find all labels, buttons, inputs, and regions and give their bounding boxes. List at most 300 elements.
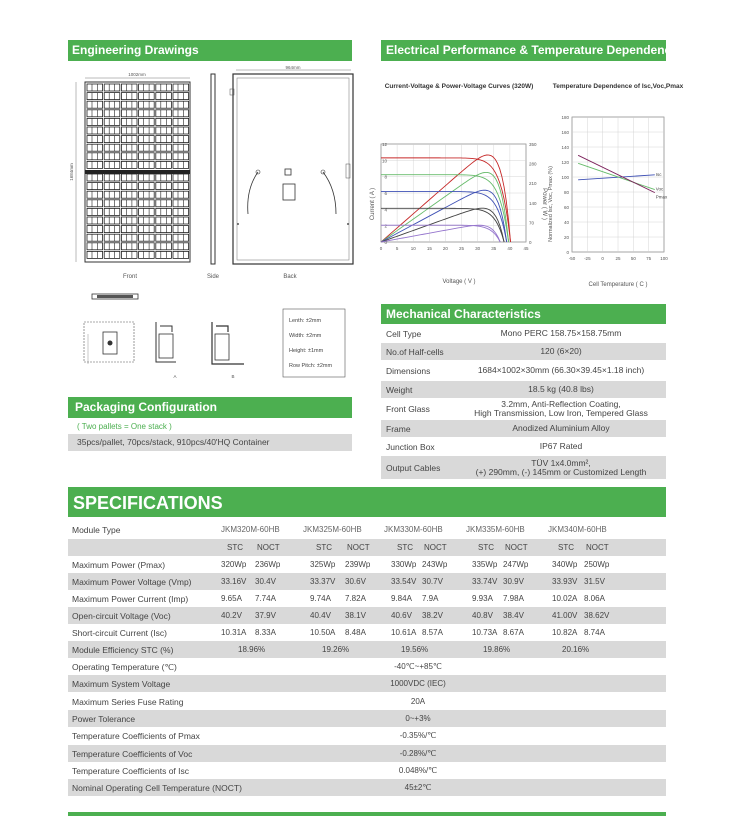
stc-header: STC — [558, 543, 574, 552]
solar-cell — [173, 144, 189, 151]
noct-header: NOCT — [424, 543, 447, 552]
efficiency-value: 19.86% — [483, 645, 511, 654]
solar-cell — [156, 110, 172, 117]
solar-cell — [173, 208, 189, 215]
spec-row — [68, 658, 666, 675]
mech-value-line: 120 (6×20) — [540, 346, 582, 356]
solar-cell — [139, 243, 155, 250]
solar-cell — [121, 191, 137, 198]
mech-value — [461, 325, 661, 342]
iv-y-tick: 0 — [384, 240, 387, 245]
efficiency-value: 18.96% — [238, 645, 266, 654]
spec-label: Short-circuit Current (Isc) — [72, 628, 167, 638]
stc-value: 340Wp — [552, 560, 578, 569]
spec-row — [68, 641, 666, 658]
model-name: JKM330M-60HB — [384, 525, 443, 534]
solar-cell — [121, 101, 137, 108]
noct-value: 8.67A — [503, 628, 524, 637]
spec-value: 1000VDC (IEC) — [390, 679, 446, 689]
spec-row — [68, 675, 666, 692]
stc-value: 320Wp — [221, 560, 247, 569]
iv-y-tick: 10 — [381, 158, 387, 164]
solar-cell — [139, 174, 155, 181]
temp-x-axis-label: Cell Temperature ( C ) — [588, 282, 648, 288]
iv-y2-tick: 280 — [529, 161, 537, 167]
noct-value: 8.06A — [584, 594, 605, 603]
temp-x-tick: 50 — [630, 256, 636, 261]
solar-cell — [139, 208, 155, 215]
solar-cell — [104, 127, 120, 134]
solar-cell — [87, 101, 103, 108]
stc-value: 40.6V — [391, 611, 412, 620]
engineering-title: Engineering Drawings — [68, 40, 352, 61]
solar-cell — [87, 217, 103, 224]
iv-x-tick: 5 — [395, 246, 399, 251]
mech-value — [461, 381, 661, 398]
section-b-label: B — [231, 374, 235, 379]
solar-cell — [156, 127, 172, 134]
iv-chart-title: Current-Voltage & Power-Voltage Curves (320W) — [384, 83, 534, 90]
mech-value — [461, 438, 661, 455]
solar-cell — [87, 118, 103, 125]
solar-cell — [139, 101, 155, 108]
temp-x-tick: 75 — [646, 256, 652, 261]
solar-cell — [156, 208, 172, 215]
dim-width-label: 1002mm — [128, 72, 146, 77]
solar-cell — [87, 136, 103, 143]
noct-value: 30.4V — [255, 577, 276, 586]
mech-row — [381, 438, 666, 455]
solar-cell — [121, 251, 137, 258]
mech-label: Frame — [386, 423, 411, 434]
noct-value: 236Wp — [255, 560, 281, 569]
temp-x-tick: 0 — [601, 256, 604, 261]
noct-value: 38.62V — [584, 611, 610, 620]
solar-cell — [156, 153, 172, 160]
solar-cell — [173, 191, 189, 198]
spec-label: Maximum Series Fuse Rating — [72, 696, 184, 707]
mechanical-table — [381, 325, 666, 477]
noct-value: 243Wp — [422, 560, 448, 569]
iv-x-axis-label: Voltage ( V ) — [442, 279, 476, 285]
mech-value-line: High Transmission, Low Iron, Tempered Glass — [474, 408, 648, 418]
solar-cell — [104, 118, 120, 125]
mech-label: Cell Type — [386, 328, 422, 339]
cross-section-a — [84, 322, 177, 379]
solar-cell — [121, 153, 137, 160]
stc-value: 335Wp — [472, 560, 498, 569]
solar-cell — [87, 144, 103, 151]
solar-cell — [121, 84, 137, 91]
side-label: Side — [206, 274, 220, 280]
mech-value-line: 18.5 kg (40.8 lbs) — [528, 384, 594, 394]
iv-y2-tick: 140 — [529, 200, 537, 206]
temp-legend-pmax: Pmax — [655, 194, 668, 200]
back-view — [230, 65, 353, 280]
iv-y-axis-label: Current ( A ) — [370, 187, 376, 221]
spec-row — [68, 556, 666, 573]
spec-value: 0~+3% — [405, 713, 431, 723]
temp-y-tick: 160 — [561, 130, 569, 135]
solar-cell — [139, 84, 155, 91]
iv-y2-axis-label: Power ( W ) — [541, 188, 547, 220]
mech-value-line: Anodized Aluminium Alloy — [512, 423, 610, 433]
iv-x-tick: 30 — [475, 246, 481, 251]
efficiency-value: 20.16% — [562, 645, 590, 654]
solar-cell — [87, 93, 103, 100]
temp-y-tick: 0 — [566, 250, 569, 255]
iv-y-tick: 4 — [384, 207, 387, 213]
solar-cell — [139, 251, 155, 258]
side-view — [207, 74, 220, 280]
solar-cell — [156, 191, 172, 198]
spec-label: Maximum System Voltage — [72, 679, 171, 690]
iv-y-tick: 8 — [384, 174, 387, 180]
noct-value: 38.1V — [345, 611, 366, 620]
solar-cell — [121, 110, 137, 117]
stc-header: STC — [397, 543, 413, 552]
iv-x-tick: 40 — [507, 246, 513, 251]
spec-label: Maximum Power Current (Imp) — [72, 594, 189, 604]
solar-cell — [121, 127, 137, 134]
stc-value: 10.73A — [472, 628, 498, 637]
solar-cell — [156, 226, 172, 233]
solar-cell — [173, 161, 189, 168]
solar-cell — [156, 251, 172, 258]
solar-cell — [139, 234, 155, 241]
mech-row — [381, 399, 666, 419]
mech-row — [381, 420, 666, 437]
solar-cell — [121, 234, 137, 241]
noct-value: 7.74A — [255, 594, 276, 603]
solar-cell — [156, 243, 172, 250]
mech-value — [461, 343, 661, 360]
dim-back-width-label: 964mm — [285, 65, 301, 70]
spec-row — [68, 762, 666, 779]
electrical-title: Electrical Performance & Temperature Dependence — [381, 40, 666, 61]
mech-value — [461, 399, 661, 419]
temp-y-axis-label: Normalized Isc, Voc, Pmax (%) — [548, 166, 554, 242]
noct-header: NOCT — [257, 543, 280, 552]
solar-cell — [173, 118, 189, 125]
solar-cell — [173, 200, 189, 207]
solar-cell — [87, 153, 103, 160]
stc-value: 9.74A — [310, 594, 331, 603]
front-view — [69, 72, 190, 280]
spec-value: 45±2℃ — [404, 783, 432, 793]
spec-label: Maximum Power Voltage (Vmp) — [72, 577, 192, 587]
mech-value-line: IP67 Rated — [539, 441, 583, 451]
solar-cell — [87, 127, 103, 134]
solar-cell — [121, 208, 137, 215]
spec-label: Nominal Operating Cell Temperature (NOCT) — [72, 783, 242, 794]
solar-cell — [87, 174, 103, 181]
solar-cell — [173, 110, 189, 117]
iv-y2-tick: 210 — [529, 181, 537, 187]
spec-label: Temperature Coefficients of Pmax — [72, 731, 200, 742]
stc-value: 10.31A — [221, 628, 247, 637]
iv-y-tick: 12 — [381, 142, 387, 147]
iv-y2-tick: 0 — [529, 240, 532, 245]
noct-value: 239Wp — [345, 560, 371, 569]
stc-value: 33.54V — [391, 577, 417, 586]
mech-row — [381, 456, 666, 479]
mech-label: Dimensions — [386, 365, 431, 376]
solar-cell — [104, 200, 120, 207]
solar-cell — [173, 174, 189, 181]
spec-value: 20A — [410, 696, 426, 706]
stc-value: 330Wp — [391, 560, 417, 569]
solar-cell — [139, 136, 155, 143]
spec-label: Module Efficiency STC (%) — [72, 645, 174, 655]
temp-x-tick: -25 — [584, 256, 591, 261]
spec-value: 0.048%/℃ — [398, 765, 438, 775]
solar-cell — [121, 174, 137, 181]
solar-cell — [139, 144, 155, 151]
solar-cell — [173, 84, 189, 91]
iv-x-tick: 25 — [459, 246, 465, 251]
solar-cell — [87, 110, 103, 117]
noct-value: 8.33A — [255, 628, 276, 637]
temp-x-tick: 25 — [615, 256, 621, 261]
noct-header: NOCT — [505, 543, 528, 552]
solar-cell — [139, 110, 155, 117]
stc-value: 33.93V — [552, 577, 578, 586]
mech-row — [381, 361, 666, 380]
temp-x-tick: 100 — [660, 256, 668, 261]
solar-cell — [121, 200, 137, 207]
solar-cell — [156, 161, 172, 168]
stc-value: 9.93A — [472, 594, 493, 603]
solar-cell — [173, 183, 189, 190]
stc-value: 10.50A — [310, 628, 336, 637]
stc-value: 33.37V — [310, 577, 336, 586]
iv-y2-tick: 70 — [529, 220, 535, 226]
solar-cell — [173, 217, 189, 224]
solar-cell — [87, 234, 103, 241]
solar-cell — [139, 226, 155, 233]
mech-value — [461, 456, 661, 479]
solar-cell — [121, 136, 137, 143]
iv-chart-svg — [370, 64, 551, 294]
mech-row — [381, 325, 666, 342]
engineering-drawing — [68, 64, 358, 384]
mech-row — [381, 381, 666, 398]
mech-label: No.of Half-cells — [386, 346, 444, 357]
stc-value: 10.61A — [391, 628, 417, 637]
iv-y-tick: 2 — [384, 223, 387, 229]
noct-value: 30.9V — [503, 577, 524, 586]
noct-value: 7.98A — [503, 594, 524, 603]
noct-value: 38.2V — [422, 611, 443, 620]
cross-section-b — [212, 322, 244, 379]
spec-value: -0.28%/℃ — [399, 748, 437, 758]
temp-legend-voc: Voc — [655, 186, 664, 192]
solar-cell — [121, 118, 137, 125]
solar-cell — [139, 191, 155, 198]
noct-value: 8.74A — [584, 628, 605, 637]
spec-row — [68, 573, 666, 590]
mech-value-line: 3.2mm, Anti-Reflection Coating, — [501, 399, 621, 409]
temp-y-tick: 20 — [563, 235, 569, 240]
mech-label: Weight — [386, 384, 413, 395]
temp-y-tick: 180 — [561, 115, 569, 120]
mechanical-title: Mechanical Characteristics — [381, 304, 666, 324]
section-a-label: A — [173, 374, 177, 379]
iv-x-tick: 10 — [410, 246, 416, 251]
solar-cell — [156, 101, 172, 108]
mech-value — [461, 420, 661, 437]
solar-cell — [156, 84, 172, 91]
noct-header: NOCT — [586, 543, 609, 552]
stc-value: 9.84A — [391, 594, 412, 603]
solar-cell — [121, 144, 137, 151]
tolerance-line: Height: ±1mm — [289, 348, 324, 354]
panel-drawing-svg — [68, 64, 358, 384]
spec-label: Maximum Power (Pmax) — [72, 560, 166, 570]
spec-label: Operating Temperature (℃) — [72, 662, 177, 672]
stc-header: STC — [316, 543, 332, 552]
stc-value: 10.02A — [552, 594, 578, 603]
solar-cell — [104, 251, 120, 258]
mech-value-line: Mono PERC 158.75×158.75mm — [500, 328, 622, 338]
solar-cell — [87, 226, 103, 233]
solar-cell — [104, 226, 120, 233]
temp-y-tick: 40 — [563, 220, 569, 225]
solar-cell — [104, 101, 120, 108]
tolerance-line: Width: ±2mm — [289, 333, 322, 339]
solar-cell — [156, 118, 172, 125]
solar-cell — [104, 93, 120, 100]
spec-label: Module Type — [72, 525, 121, 535]
stc-header: STC — [227, 543, 243, 552]
spec-value: -40℃~+85℃ — [394, 662, 442, 671]
solar-cell — [139, 127, 155, 134]
solar-cell — [104, 136, 120, 143]
solar-cell — [139, 217, 155, 224]
solar-cell — [173, 243, 189, 250]
solar-cell — [173, 101, 189, 108]
noct-value: 7.82A — [345, 594, 366, 603]
temp-y-tick: 140 — [561, 145, 569, 150]
solar-cell — [104, 208, 120, 215]
temp-x-tick: -50 — [568, 256, 576, 261]
mech-row — [381, 343, 666, 360]
mech-value-line: TÜV 1x4.0mm², — [531, 457, 591, 468]
tolerance-line: Row Pitch: ±2mm — [289, 363, 333, 369]
temp-legend-isc: Isc — [655, 171, 662, 177]
solar-cell — [87, 191, 103, 198]
noct-value: 8.57A — [422, 628, 443, 637]
noct-value: 30.7V — [422, 577, 443, 586]
solar-cell — [173, 226, 189, 233]
solar-cell — [156, 234, 172, 241]
noct-value: 8.48A — [345, 628, 366, 637]
stc-value: 40.4V — [310, 611, 331, 620]
spec-row — [68, 521, 666, 538]
tolerance-line: Lenth: ±2mm — [289, 318, 322, 324]
stc-value: 33.74V — [472, 577, 498, 586]
front-label: Front — [122, 274, 138, 280]
solar-cell — [121, 243, 137, 250]
stc-value: 40.8V — [472, 611, 493, 620]
solar-cell — [104, 191, 120, 198]
spec-row — [68, 745, 666, 762]
packaging-note: ( Two pallets = One stack ) — [77, 422, 172, 431]
solar-cell — [156, 183, 172, 190]
temp-chart-title: Temperature Dependence of Isc,Voc,Pmax — [552, 83, 684, 90]
solar-cell — [87, 200, 103, 207]
solar-cell — [121, 93, 137, 100]
solar-cell — [104, 243, 120, 250]
solar-cell — [121, 226, 137, 233]
spec-row — [68, 779, 666, 796]
footer-rule — [68, 812, 666, 816]
spec-row — [68, 539, 666, 556]
mech-label: Junction Box — [386, 441, 435, 452]
stc-header: STC — [478, 543, 494, 552]
temp-chart — [548, 64, 684, 294]
model-name: JKM340M-60HB — [548, 525, 607, 534]
stc-value: 41.00V — [552, 611, 578, 620]
mech-value-line: 1684×1002×30mm (66.30×39.45×1.18 inch) — [477, 365, 645, 375]
solar-cell — [104, 153, 120, 160]
temp-y-tick: 60 — [563, 205, 569, 210]
noct-value: 31.5V — [584, 577, 605, 586]
solar-cell — [104, 110, 120, 117]
solar-cell — [104, 174, 120, 181]
specs-title: SPECIFICATIONS — [68, 487, 666, 517]
spec-label: Power Tolerance — [72, 713, 136, 724]
solar-cell — [87, 243, 103, 250]
solar-cell — [104, 144, 120, 151]
spec-row — [68, 624, 666, 641]
solar-cell — [156, 217, 172, 224]
spec-row — [68, 590, 666, 607]
solar-cell — [156, 174, 172, 181]
solar-cell — [121, 217, 137, 224]
model-name: JKM335M-60HB — [466, 525, 525, 534]
efficiency-value: 19.56% — [401, 645, 429, 654]
solar-cell — [139, 161, 155, 168]
solar-cell — [104, 161, 120, 168]
solar-cell — [173, 127, 189, 134]
packaging-title: Packaging Configuration — [68, 397, 352, 418]
solar-cell — [104, 217, 120, 224]
noct-value: 38.4V — [503, 611, 524, 620]
solar-cell — [87, 251, 103, 258]
dim-height-label: 1684mm — [69, 163, 74, 181]
solar-cell — [104, 84, 120, 91]
iv-x-tick: 20 — [442, 246, 448, 251]
temp-chart-svg — [548, 64, 684, 294]
stc-value: 33.16V — [221, 577, 247, 586]
noct-value: 30.6V — [345, 577, 366, 586]
iv-x-tick: 45 — [523, 246, 529, 251]
noct-header: NOCT — [347, 543, 370, 552]
back-label: Back — [283, 274, 297, 280]
solar-cell — [156, 144, 172, 151]
temp-y-tick: 100 — [561, 175, 569, 180]
frame-profile — [92, 294, 138, 299]
noct-value: 250Wp — [584, 560, 610, 569]
spec-label: Open-circuit Voltage (Voc) — [72, 611, 171, 621]
solar-cell — [139, 93, 155, 100]
solar-cell — [156, 136, 172, 143]
efficiency-value: 19.26% — [322, 645, 350, 654]
solar-cell — [87, 161, 103, 168]
spec-row — [68, 710, 666, 727]
